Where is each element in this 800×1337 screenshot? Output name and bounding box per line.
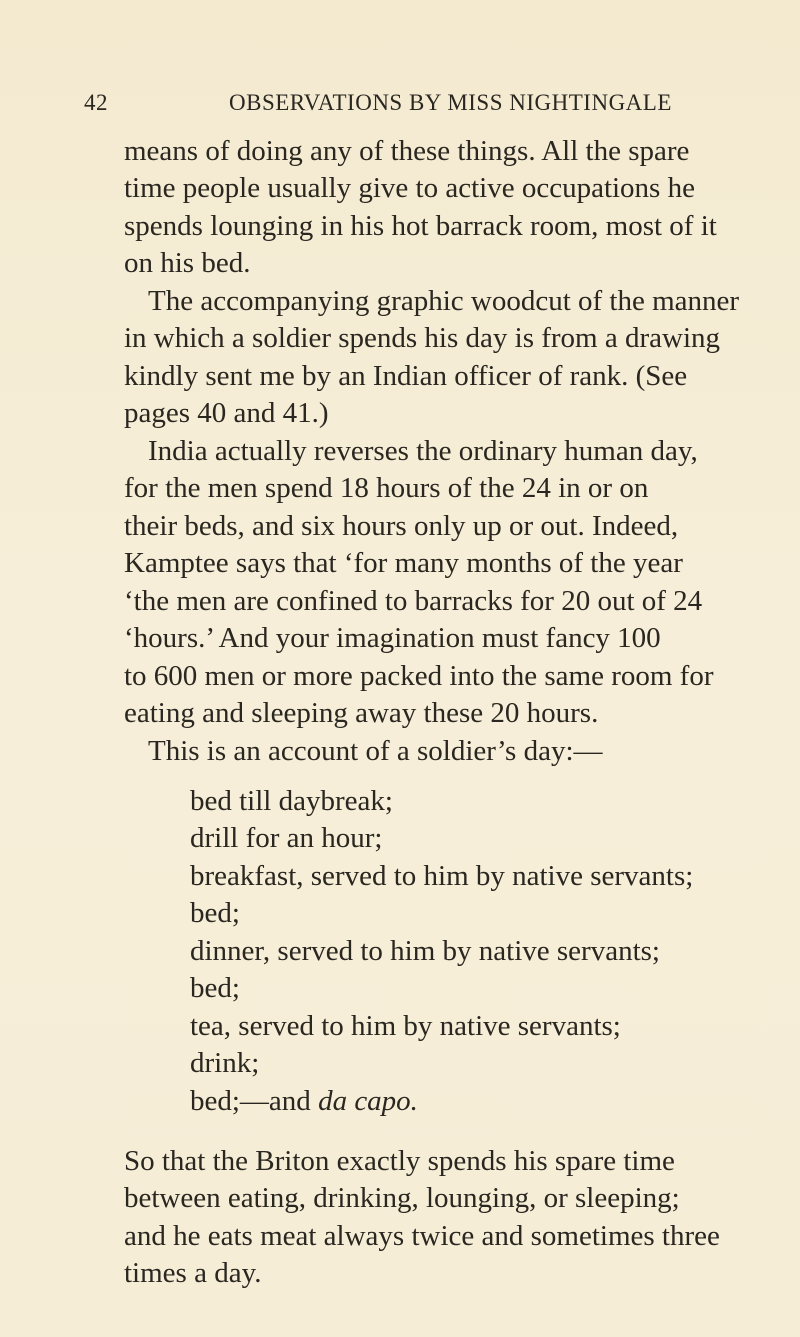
text-line: means of doing any of these things. All the spare: [124, 135, 690, 167]
text-line: ‘hours.’ And your imagination must fancy 100: [124, 622, 661, 654]
text-line: for the men spend 18 hours of the 24 in or on: [124, 472, 649, 504]
text-line: So that the Briton exactly spends his spare time: [124, 1145, 675, 1177]
text-line: eating and sleeping away these 20 hours.: [124, 697, 599, 729]
text-line: kindly sent me by an Indian officer of rank. (See: [124, 360, 688, 392]
text-line: and he eats meat always twice and sometimes three: [124, 1220, 720, 1252]
text-line: ‘the men are confined to barracks for 20 out of 24: [124, 585, 703, 617]
list-item-text: bed;—and: [190, 1085, 319, 1117]
list-item: [190, 1083, 418, 1121]
list-item: bed;: [190, 897, 240, 929]
running-head: OBSERVATIONS BY MISS NIGHTINGALE: [229, 90, 672, 115]
text-line: pages 40 and 41.): [124, 397, 329, 429]
text-line: spends lounging in his hot barrack room, most of it: [124, 210, 717, 242]
da-capo-text: da capo.: [318, 1085, 418, 1117]
text-line: to 600 men or more packed into the same room for: [124, 660, 714, 692]
page-number: 42: [84, 90, 108, 115]
list-item: bed till daybreak;: [190, 785, 393, 817]
text-line: Kamptee says that ‘for many months of the year: [124, 547, 683, 579]
text-line: The accompanying graphic woodcut of the manner: [148, 285, 740, 317]
text-line: their beds, and six hours only up or out. Indeed,: [124, 510, 679, 542]
page-header: [84, 90, 684, 120]
list-item: breakfast, served to him by native servants;: [190, 860, 694, 892]
text-line: on his bed.: [124, 247, 251, 279]
list-item: drink;: [190, 1047, 260, 1079]
list-item: tea, served to him by native servants;: [190, 1010, 621, 1042]
text-line: in which a soldier spends his day is from a drawing: [124, 322, 721, 354]
text-line: This is an account of a soldier’s day:—: [148, 735, 603, 767]
text-line: time people usually give to active occupations he: [124, 172, 695, 204]
list-item: dinner, served to him by native servants;: [190, 935, 660, 967]
text-line: India actually reverses the ordinary human day,: [148, 435, 698, 467]
text-line: between eating, drinking, lounging, or sleeping;: [124, 1182, 680, 1214]
text-line: times a day.: [124, 1257, 262, 1289]
list-item: drill for an hour;: [190, 822, 383, 854]
list-item: bed;: [190, 972, 240, 1004]
